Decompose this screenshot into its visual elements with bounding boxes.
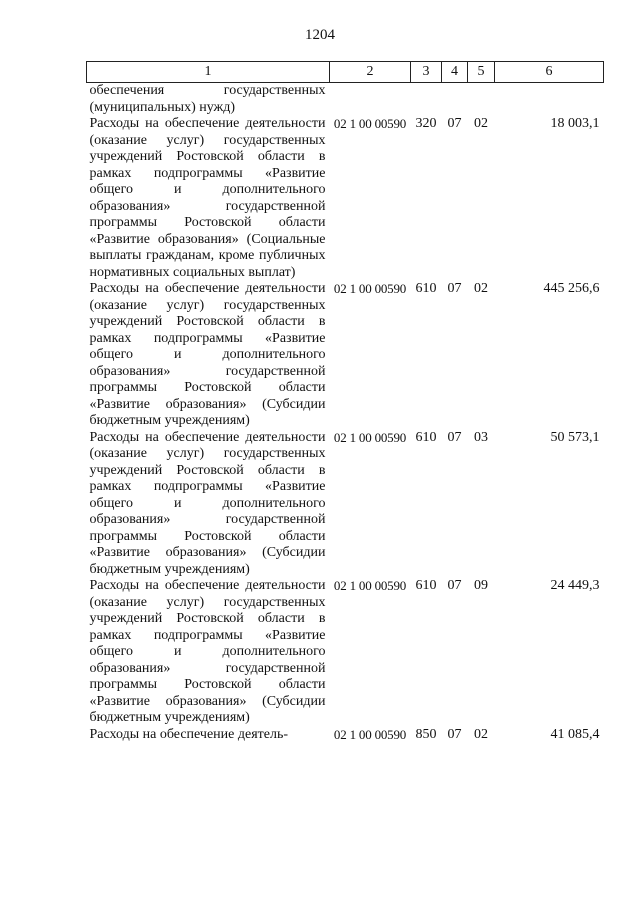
subsection-code: 02 xyxy=(474,116,488,131)
column-header-2: 2 xyxy=(330,62,411,83)
header-row xyxy=(87,62,604,83)
section-code: 07 xyxy=(447,429,462,445)
column-header-3: 3 xyxy=(411,62,442,83)
row-description: Расходы на обеспечение деятельности (оказание услуг) государственных учреждений Ростовской области в рамках подпрограммы «Развитие общего и дополнительного образования» государственной программы Ростовской области «Развитие образования» (Субсидии бюджетным учреждениям) xyxy=(89,429,326,577)
expense-type-code: 850 xyxy=(415,726,437,742)
amount-value: 50 573,1 xyxy=(550,429,600,445)
table-body xyxy=(87,83,604,744)
column-header-6: 6 xyxy=(495,62,604,83)
target-article-code: 02 1 00 00590 xyxy=(333,726,407,742)
amount-value: 18 003,1 xyxy=(550,116,600,131)
subsection-code: 02 xyxy=(474,726,488,742)
budget-table xyxy=(86,61,604,743)
table-row-continuation xyxy=(87,83,604,117)
table-row xyxy=(87,116,604,281)
expense-type-code: 320 xyxy=(415,116,437,131)
target-article-code: 02 1 00 00590 xyxy=(333,578,407,593)
column-header-1: 1 xyxy=(87,62,330,83)
target-article-code: 02 1 00 00590 xyxy=(333,116,407,131)
table-row xyxy=(87,727,604,744)
section-code: 07 xyxy=(447,116,462,131)
table-row xyxy=(87,578,604,727)
expense-type-code: 610 xyxy=(415,578,437,593)
table-row xyxy=(87,281,604,430)
section-code: 07 xyxy=(447,726,462,742)
amount-value: 24 449,3 xyxy=(550,578,600,593)
row-description: Расходы на обеспечение деятель- xyxy=(89,726,288,742)
column-header-4: 4 xyxy=(442,62,468,83)
subsection-code: 03 xyxy=(474,429,488,445)
amount-value: 445 256,6 xyxy=(543,281,600,296)
table-row xyxy=(87,430,604,579)
page-number: 1204 xyxy=(305,27,335,43)
expense-type-code: 610 xyxy=(415,281,437,296)
row-description: Расходы на обеспечение деятельности (оказание услуг) государственных учреждений Ростовской области в рамках подпрограммы «Развитие общего и дополнительного образования» государственной программы Ростовской области «Развитие образования» (Социальные выплаты гражданам, кроме публичных нормативных социальных выплат) xyxy=(89,116,326,280)
expense-type-code: 610 xyxy=(415,429,437,445)
subsection-code: 09 xyxy=(474,578,488,593)
target-article-code: 02 1 00 00590 xyxy=(333,281,407,296)
amount-value: 41 085,4 xyxy=(550,726,600,742)
subsection-code: 02 xyxy=(474,281,488,296)
row-description: Расходы на обеспечение деятельности (оказание услуг) государственных учреждений Ростовской области в рамках подпрограммы «Развитие общего и дополнительного образования» государственной программы Ростовской области «Развитие образования» (Субсидии бюджетным учреждениям) xyxy=(89,281,326,428)
row-description: Расходы на обеспечение деятельности (оказание услуг) государственных учреждений Ростовской области в рамках подпрограммы «Развитие общего и дополнительного образования» государственной программы Ростовской области «Развитие образования» (Субсидии бюджетным учреждениям) xyxy=(89,578,326,725)
section-code: 07 xyxy=(447,578,462,593)
section-code: 07 xyxy=(447,281,462,296)
target-article-code: 02 1 00 00590 xyxy=(333,429,407,445)
continuation-text: обеспечения государственных (муниципальных) нужд) xyxy=(89,83,326,115)
column-header-5: 5 xyxy=(468,62,495,83)
table-header xyxy=(87,62,604,83)
